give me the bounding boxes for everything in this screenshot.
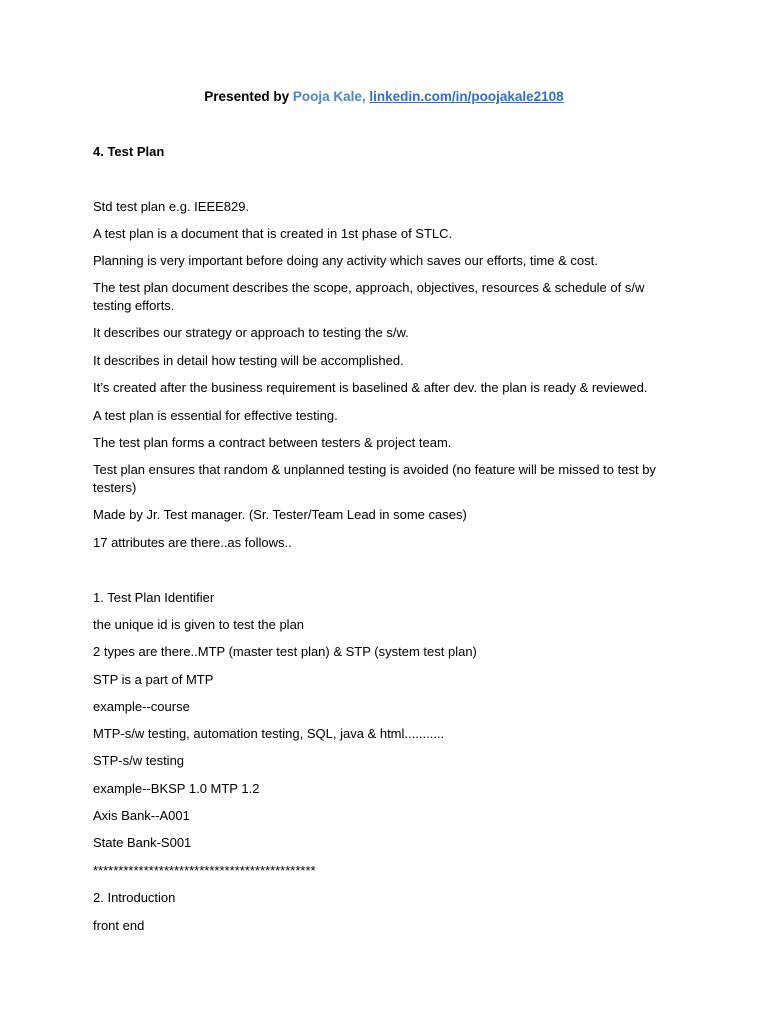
attribute-line: the unique id is given to test the plan	[93, 617, 305, 632]
attribute-heading: 2. Introduction	[93, 890, 176, 905]
paragraph: A test plan is a document that is created in 1st phase of STLC.	[93, 226, 453, 241]
author-name: Pooja Kale,	[292, 89, 370, 104]
presented-by-label: Presented by	[204, 89, 293, 104]
paragraph: Made by Jr. Test manager. (Sr. Tester/Team Lead in some cases)	[93, 507, 467, 522]
paragraph: A test plan is essential for effective testing.	[93, 408, 338, 423]
presenter-header	[0, 88, 768, 106]
paragraph: The test plan forms a contract between testers & project team.	[93, 435, 452, 450]
paragraph: 17 attributes are there..as follows..	[93, 535, 292, 550]
attribute-line: example--course	[93, 699, 190, 714]
attribute-line: Axis Bank--A001	[93, 808, 190, 823]
paragraph: It describes our strategy or approach to testing the s/w.	[93, 325, 409, 340]
attribute-line: State Bank-S001	[93, 835, 192, 850]
attribute-line: 2 types are there..MTP (master test plan) & STP (system test plan)	[93, 644, 477, 659]
linkedin-link[interactable]: linkedin.com/in/poojakale2108	[369, 89, 564, 104]
attribute-heading: 1. Test Plan Identifier	[93, 590, 215, 605]
paragraph: Std test plan e.g. IEEE829.	[93, 199, 250, 214]
paragraph: Test plan ensures that random & unplanned testing is avoided (no feature will be missed to test by testers)	[93, 462, 656, 495]
section-title: 4. Test Plan	[93, 144, 165, 159]
attribute-line: STP-s/w testing	[93, 753, 185, 768]
paragraph: It describes in detail how testing will be accomplished.	[93, 353, 404, 368]
attribute-line: example--BKSP 1.0 MTP 1.2	[93, 781, 260, 796]
attribute-line: front end	[93, 918, 145, 933]
paragraph: It’s created after the business requirement is baselined & after dev. the plan is ready & reviewed.	[93, 380, 648, 395]
attribute-line: STP is a part of MTP	[93, 672, 214, 687]
paragraph: Planning is very important before doing any activity which saves our efforts, time & cost.	[93, 253, 598, 268]
attribute-line: MTP-s/w testing, automation testing, SQL, java & html...........	[93, 726, 445, 741]
paragraph: The test plan document describes the scope, approach, objectives, resources & schedule of s/w testing efforts.	[93, 280, 645, 313]
separator-line: ********************************************	[93, 863, 316, 878]
